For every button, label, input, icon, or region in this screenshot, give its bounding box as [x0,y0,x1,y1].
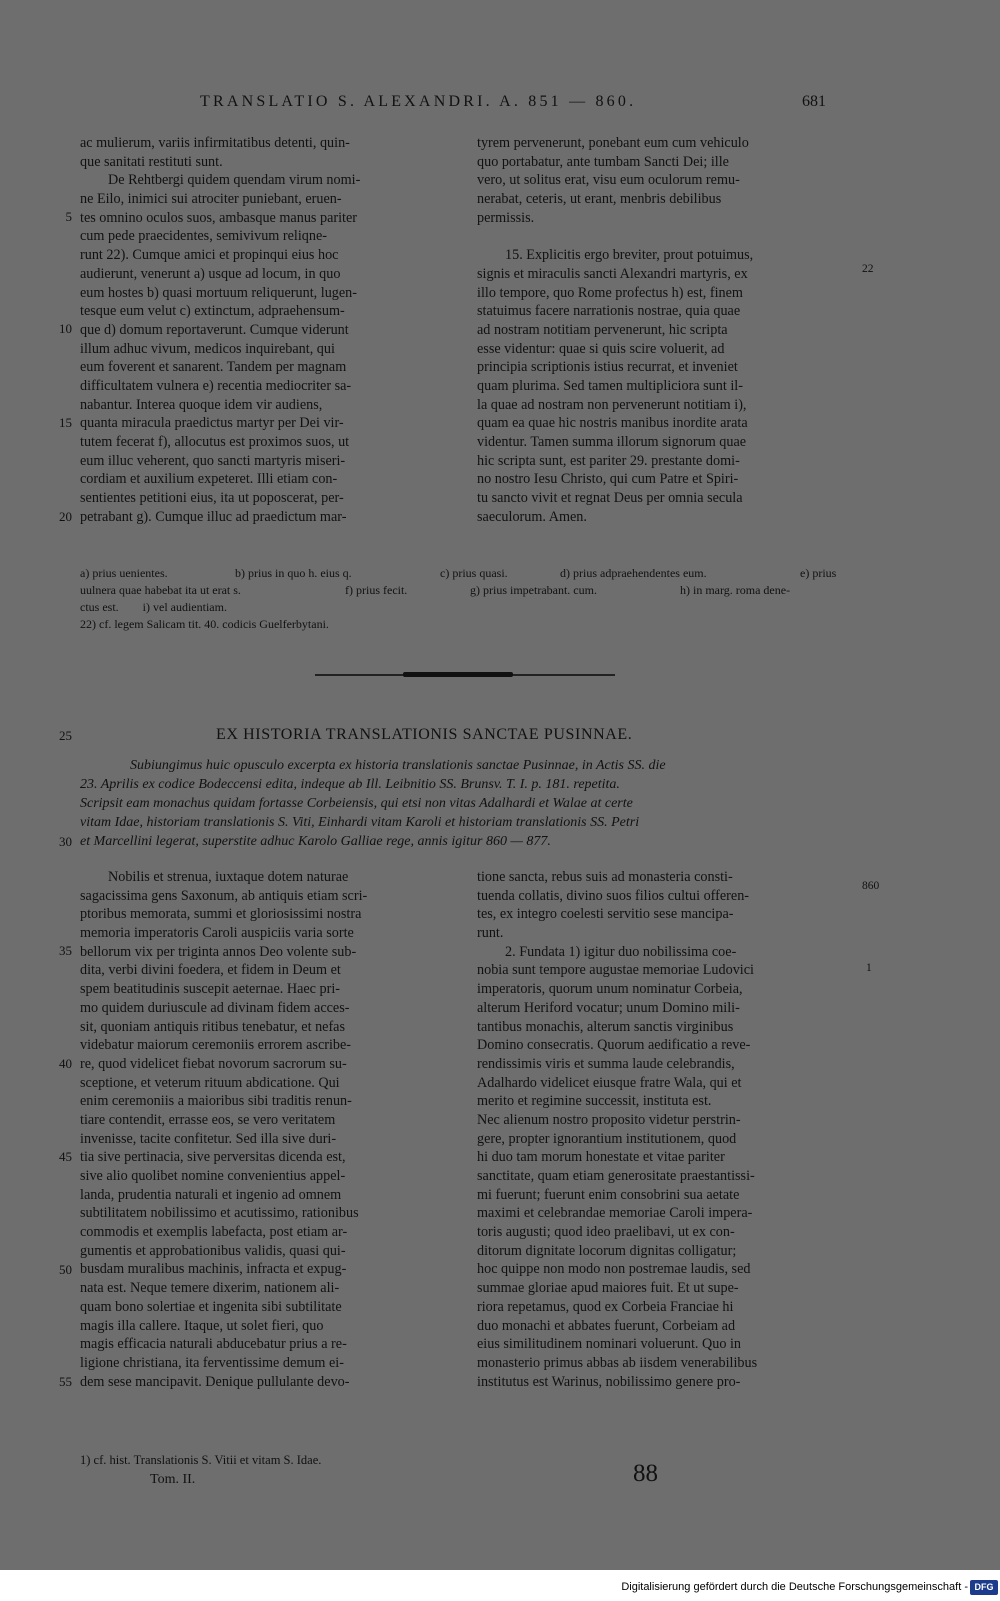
text-line: maximi et celebrandae memoriae Caroli impera- [477,1205,753,1222]
line-number: 25 [59,728,72,743]
line-number: 5 [65,209,72,224]
line-number: 45 [59,1149,72,1164]
text-line: gere, propter ignorantium institutionem, quod [477,1130,737,1147]
footnote-c: c) prius quasi. [440,566,508,580]
text-line: tes, ex integro coelesti servitio sese mancipa- [477,906,734,923]
text-line: tes omnino oculos suos, ambasque manus pariter [80,209,358,226]
text-line: runt. [477,925,504,942]
line-number: 20 [59,509,72,524]
footnote-h: h) in marg. roma dene- [680,583,791,597]
text-line: eum hostes b) quasi mortuum reliquerunt, lugen- [80,284,357,301]
text-line: De Rehtbergi quidem quendam virum nomi- [108,172,361,189]
text-line: 15. Explicitis ergo breviter, prout potuimus, [505,247,754,264]
text-line: duo monachi et abbates fuerunt, Corbeiam ad [477,1317,736,1334]
text-line: 23. Aprilis ex codice Bodeccensi edita, indeque ab Ill. Leibnitio SS. Brunsv. T. I. p. 181. repetita. [80,777,620,792]
text-line: statuimus facere narrationis nostrae, quia quae [477,303,741,320]
section-title: EX HISTORIA TRANSLATIONIS SANCTAE PUSINNAE. [216,726,633,743]
text-line: institutus est Warinus, nobilissimo genere pro- [477,1373,741,1390]
text-line: ptoribus memorata, summi et gloriosissimi nostra [80,906,362,923]
footnote-e-cont: uulnera quae habebat ita ut erat s. [80,583,241,597]
section-intro [80,756,860,851]
text-line: sagacissima gens Saxonum, ab antiquis etiam scri- [80,887,368,904]
text-line: tia sive pertinacia, sive perversitas dicenda est, [80,1149,346,1166]
text-line: quam bono solertiae et ingenita sibi subtilitate [80,1298,342,1315]
block2-right-column [477,868,855,1391]
text-line: sceptione, et veterum rituum abdicatione. Qui [80,1074,340,1091]
text-line: permissis. [477,209,535,226]
text-line: sentientes petitioni eius, ita ut poposcerat, per- [80,490,344,507]
margin-number: 1 [866,962,872,974]
running-head [0,93,1000,115]
text-line: ad nostram notitiam pervenerunt, hic scripta [477,321,728,338]
text-line: ne Eilo, inimici sui atrociter puniebant, eruen- [80,191,342,208]
text-line: dita, verbi divini foedera, et fidem in Deum et [80,962,341,979]
block2-left-column [80,868,452,1391]
text-line: quam ea quae hic nostris manibus inordite arata [477,415,748,432]
text-line: signis et miraculis sancti Alexandri martyris, ex [477,265,748,282]
line-number: 15 [59,415,72,430]
footnote-g: g) prius impetrabant. cum. [470,583,597,597]
text-line: audierunt, venerunt a) usque ad locum, in quo [80,265,341,282]
text-line: toris augusti; quod ideo praelibavi, ut ex con- [477,1224,735,1241]
text-line: alterum Heriford vocatur; unum Domino mili- [477,999,740,1016]
text-line: que d) domum reportaverunt. Cumque viderunt [80,321,349,338]
footnote-b: b) prius in quo h. eius q. [235,566,352,580]
text-line: nata est. Neque temere dixerim, nationem ali- [80,1280,340,1297]
footnote-d: d) prius adpraehendentes eum. [560,566,707,580]
text-line: tiare contendit, errasse eos, se vero veritatem [80,1111,336,1128]
text-line: ligione christiana, ita ferventissime demum ei- [80,1354,344,1371]
text-line: sanctitate, quam etiam generositate praestantissi- [477,1168,755,1184]
text-line: invenisse, tacite confitetur. Sed illa sive duri- [80,1130,337,1147]
margin-number: 22 [862,263,874,275]
text-line: la quae ad nostram non pervenerunt notitiam i), [477,396,747,413]
text-line: eius similitudinem nominari voluerunt. Quo in [477,1336,742,1353]
text-line: imperatoris, quorum unum nominatur Corbeia, [477,981,743,998]
text-line: 2. Fundata 1) igitur duo nobilissima coe- [505,943,737,960]
text-line: tutem fecerat f), allocutus est proximos suos, ut [80,434,350,450]
text-line: merito et regimine successit, instituta est. [477,1093,712,1110]
funding-credit: Digitalisierung gefördert durch die Deutsche Forschungsgemeinschaft - [621,1581,968,1593]
text-line: rendissimis viris et summa laude celebrandis, [477,1055,735,1072]
text-line: sive alio quolibet nomine convenientius appel- [80,1168,346,1184]
text-line: illo tempore, quo Rome profectus h) est, finem [477,284,743,301]
section-divider [315,674,615,676]
text-line: monasterio primus abbas ab iisdem venerabilibus [477,1354,758,1371]
text-line: Nobilis et strenua, iuxtaque dotem naturae [108,869,349,885]
text-line: principia scriptionis istius recurrat, et inveniet [477,359,738,376]
section-heading [0,726,1000,748]
line-number: 30 [59,834,72,849]
text-line: hic scripta sunt, est pariter 29. prestante domi- [477,452,740,469]
text-line: summae gloriae apud maiores fuit. Et ut supe- [477,1280,739,1297]
text-line: eum illuc veherent, quo sancti martyris miseri- [80,452,346,469]
footnote-a: a) prius uenientes. [80,566,168,580]
page-number: 681 [802,93,826,110]
line-number: 35 [59,943,72,958]
line-number: 40 [59,1056,72,1071]
text-line: enim ceremoniis a maioribus sibi traditis renun- [80,1093,352,1110]
text-line: nobia sunt tempore augustae memoriae Ludovici [477,962,754,979]
text-line: gumentis et approbationibus validis, quasi qui- [80,1242,346,1259]
text-line: vitam Idae, historiam translationis S. Viti, Einhardi vitam Karoli et historiam translationis SS. Petri [80,815,640,830]
text-line: Subiungimus huic opusculo excerpta ex historia translationis sanctae Pusinnae, in Actis SS. die [130,758,666,773]
text-line: commodis et exemplis labefacta, post etiam ar- [80,1224,348,1241]
text-line: quanta miracula praedictus martyr per Dei vir- [80,415,344,432]
text-line: hi duo tam morum honestate et vitae pariter [477,1149,725,1166]
text-line: ditorum dignitate locorum dignitas colligatur; [477,1242,737,1259]
text-line: no nostro Iesu Christo, qui cum Patre et Spiri- [477,471,739,488]
text-line: esse videntur: quae si quis scire voluerit, ad [477,340,725,357]
text-line [477,227,855,246]
text-line: nerabat, ceteris, ut erant, menbris debilibus [477,191,722,208]
text-line: eum foverent et sanarent. Tandem per magnam [80,359,347,376]
text-line: Adalhardo videlicet eiusque fratre Wala, qui et [477,1074,742,1091]
text-line: memoria imperatoris Caroli auspiciis varia sorte [80,925,354,942]
text-line: magis efficacia naturali abducebatur prius a re- [80,1336,347,1353]
text-line: landa, prudentia naturali et ingenio ad omnem [80,1186,342,1203]
footnote-row [80,599,860,616]
footnote-f: f) prius fecit. [345,583,408,597]
margin-year: 860 [862,880,880,892]
signature-number: 88 [633,1460,658,1487]
text-line: et Marcellini legerat, superstite adhuc Karolo Galliae rege, annis igitur 860 — 877. [80,834,551,849]
text-line: saeculorum. Amen. [477,508,587,525]
text-line: magis illa callere. Itaque, ut solet fieri, quo [80,1317,324,1334]
footnote-row [80,616,860,633]
text-line: tione sancta, rebus suis ad monasteria consti- [477,869,733,885]
line-number: 50 [59,1262,72,1277]
text-line: sit, quoniam antiquis ritibus tenebatur, et nefas [80,1018,345,1035]
text-line: mi fuerunt; fuerunt enim consobrini sua aetate [477,1186,740,1203]
text-line: ac mulierum, variis infirmitatibus detenti, quin- [80,135,350,151]
text-line: illum adhuc vivum, medicos inquirebant, qui [80,340,335,357]
footnote-22: 22) cf. legem Salicam tit. 40. codicis Guelferbytani. [80,617,329,631]
text-line: videntur. Tamen summa illorum signorum quae [477,434,747,450]
text-line: runt 22). Cumque amici et propinqui eius hoc [80,247,339,264]
text-line: quam plurima. Sed tamen multipliciora sunt il- [477,377,743,394]
footnote-i: ctus est. i) vel audientiam. [80,600,227,614]
text-line: cordiam et auxilium expeteret. Illi etiam con- [80,471,338,488]
text-line: tu sancto vivit et regnat Deus per omnia secula [477,490,743,507]
text-line: tuenda collatis, divino suos filios cultui offeren- [477,887,750,904]
text-line: quo portabatur, ante tumbam Sancti Dei; ille [477,153,729,170]
text-line: bellorum vix per triginta annos Deo volente sub- [80,943,357,960]
text-line: mo quidem duriuscule ad divinam fidem acces- [80,999,350,1016]
bottom-footnote: 1) cf. hist. Translationis S. Vitii et vitam S. Idae. [80,1453,322,1467]
text-line: re, quod videlicet fiebat novorum sacrorum su- [80,1055,347,1072]
text-line: vero, ut solitus erat, visu eum oculorum remu- [477,172,740,189]
text-line: Nec alienum nostro proposito videtur perstrin- [477,1111,741,1128]
line-number: 55 [59,1374,72,1389]
text-line: cum pede praecidentes, semivivum reliqne- [80,228,328,245]
volume-label: Tom. II. [150,1472,196,1487]
text-line: que sanitati restituti sunt. [80,153,223,170]
block1-left-column [80,134,452,526]
text-line: riora repetamus, quod ex Corbeia Franciae hi [477,1298,734,1315]
text-line: hoc quippe non modo non postremae laudis, sed [477,1261,751,1278]
text-line: tesque eum velut c) extinctum, adpraehensum- [80,303,345,320]
text-line: nabantur. Interea quoque idem vir audiens, [80,396,323,413]
line-number: 10 [59,321,72,336]
text-line: videbatur maiorum ceremoniis errorem ascribe- [80,1037,352,1054]
block1-right-column [477,134,855,526]
text-line: subtilitatem nobilissimo et acutissimo, rationibus [80,1205,359,1222]
text-line: tyrem pervenerunt, ponebant eum cum vehiculo [477,135,749,151]
footnote-row [80,582,860,599]
text-line: difficultatem vulnera e) recentia mediocriter sa- [80,377,352,394]
running-head-title: TRANSLATIO S. ALEXANDRI. A. 851 — 860. [200,93,637,110]
footnote-row [80,565,860,582]
footer-bar [0,1577,1000,1601]
text-line: dem sese mancipavit. Denique pullulante devo- [80,1373,350,1390]
text-line: busdam muralibus machinis, infracta et expug- [80,1261,347,1278]
footnotes [80,565,860,633]
text-line: spem beatitudinis suscepit aeternae. Haec pri- [80,981,341,998]
footnote-e: e) prius [800,566,837,580]
text-line: Scripsit eam monachus quidam fortasse Corbeiensis, qui etsi non vitas Adalhardi et Walae at certe [80,796,633,811]
text-line: petrabant g). Cumque illuc ad praedictum mar- [80,508,347,525]
dfg-logo: DFG [970,1580,998,1595]
text-line: tantibus monachis, alterum sanctis virginibus [477,1018,734,1035]
text-line: Domino consecratis. Quorum aedificatio a reve- [477,1037,751,1054]
